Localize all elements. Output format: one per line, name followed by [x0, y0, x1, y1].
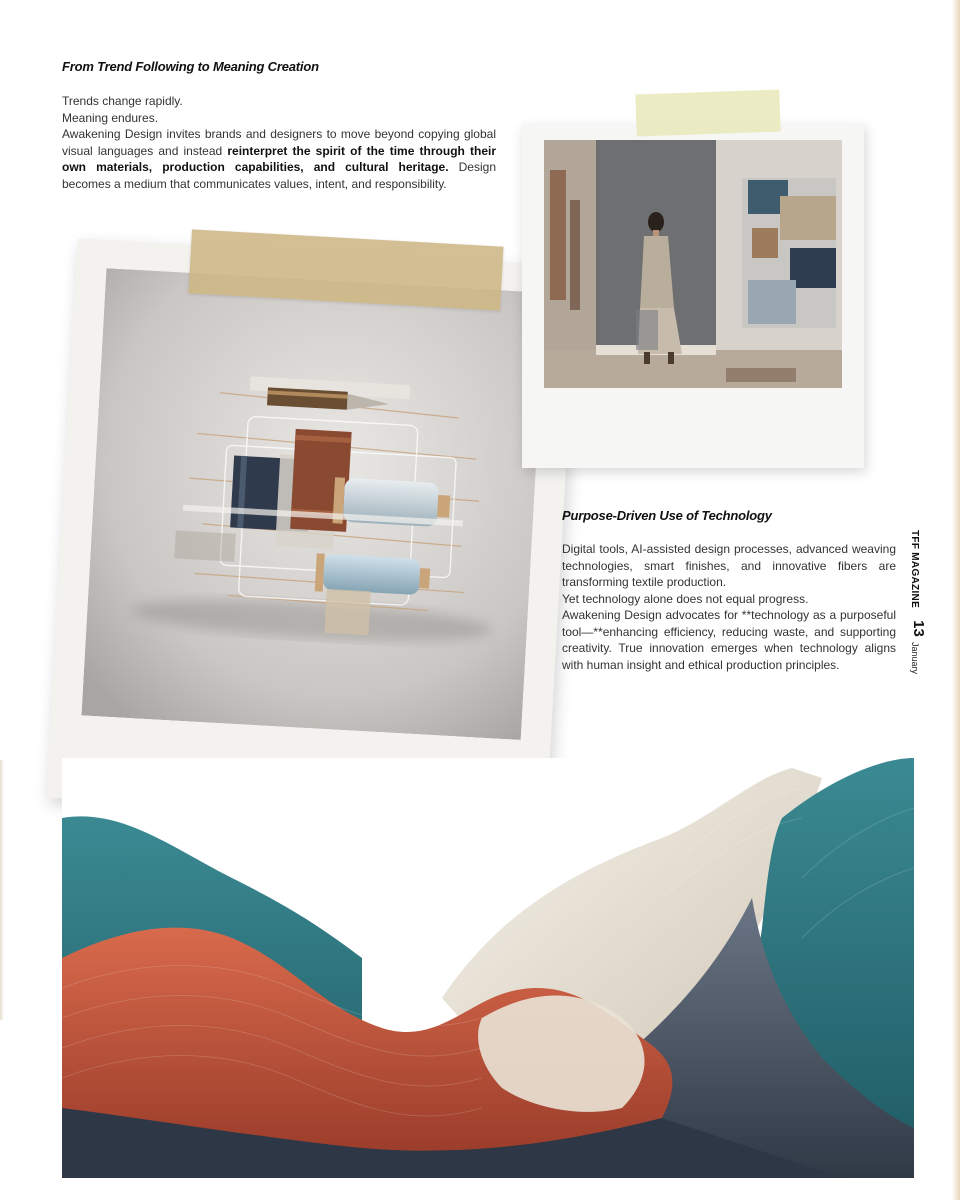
body-line-trends: Trends change rapidly.	[62, 94, 183, 108]
photo-thread-spools	[81, 268, 545, 740]
magazine-side-label	[908, 530, 932, 690]
fabric-waves-illustration	[62, 758, 914, 1178]
thread-spools-illustration	[81, 268, 545, 740]
section-heading-trend: From Trend Following to Meaning Creation	[62, 59, 319, 74]
page-edge-left	[0, 760, 4, 1020]
section-body-trend	[62, 93, 496, 192]
gallery-scene-illustration	[544, 140, 842, 388]
body-para-start: Awakening Design invites brands and designers to move beyond copying global visual languages and instead	[62, 127, 496, 158]
body-para-emphasis: reinterpret the spirit of the time through their own materials, production capabilities, and cultural heritage.	[62, 143, 496, 174]
polaroid-frame-threads	[47, 238, 577, 825]
page-number: 13	[909, 620, 927, 637]
polaroid-frame-gallery	[522, 124, 864, 468]
body-line-meaning: Meaning endures.	[62, 110, 159, 125]
body-para-advocacy: Awakening Design advocates for **technology as a purposeful tool—**enhancing efficiency, reducing waste, and supporting creativity. True innovation emerges when technology aligns with human insight and ethical production principles.	[562, 608, 896, 672]
body-para-tools: Digital tools, AI-assisted design processes, advanced weaving technologies, smart finishes, and innovative fibers are transforming textile production.	[562, 542, 896, 589]
textile-wave-artwork	[62, 758, 914, 1178]
body-line-progress: Yet technology alone does not equal progress.	[562, 591, 809, 606]
section-heading-technology: Purpose-Driven Use of Technology	[562, 508, 772, 523]
issue-month: January	[910, 642, 920, 675]
photo-gallery-woman	[544, 140, 842, 388]
magazine-name: TFF MAGAZINE	[909, 530, 920, 609]
tape-strip-small	[635, 90, 780, 137]
section-body-technology	[562, 541, 896, 673]
body-para-end: Design becomes a medium that communicates values, intent, and responsibility.	[62, 160, 496, 191]
page-edge-right	[952, 0, 960, 1200]
